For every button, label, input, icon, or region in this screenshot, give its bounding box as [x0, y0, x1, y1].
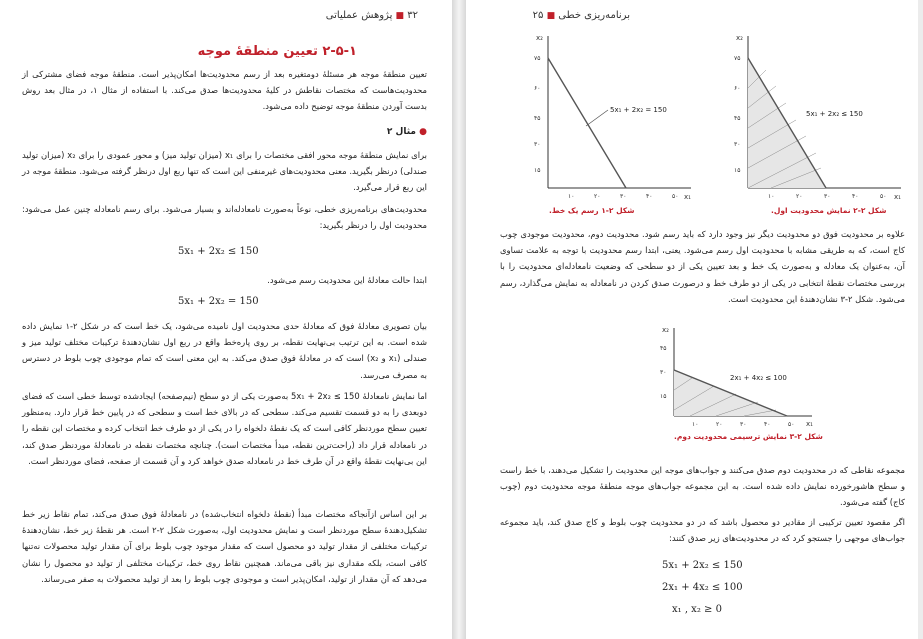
example-bullet-icon: ●: [419, 127, 427, 137]
y-axis-label: x₂: [662, 326, 669, 334]
x-axis-label: x₁: [806, 420, 813, 428]
y-tick-label: ۱۵: [534, 167, 541, 174]
x-tick-label: ۵۰: [880, 193, 887, 200]
paragraph-equation-intro: ابتدا حالت معادلهٔ این محدودیت رسم می‌شود.: [267, 275, 427, 285]
section-title: ۲-۵-۱ تعیین منطقهٔ موجه: [197, 44, 357, 59]
left-page: [0, 0, 452, 639]
constraint-equation: 2x₁ + 4x₂ ≤ 100: [730, 374, 787, 382]
paragraph-line: بیان تصویری معادلهٔ فوق که معادلهٔ حدی محدودیت اول نامیده می‌شود، یک خط است که در شکل ۲-۱ نمایش داده شده است. به این ترتیب بی‌نهایت نقطه، بر روی پاره‌خط واقع در ربع اول نشان‌دهندهٔ ترکیبات مختلف تولید میز و صندلی (x₁ و x₂) است که در معادلهٔ فوق صدق می‌کند. به این معنی است که تمام موجودی چوب بلوط در دسترس به مصرف می‌رسد.: [22, 321, 427, 380]
paragraph-halfplane: اما نمایش نامعادلهٔ 5x₁ + 2x₂ ≤ 150 به‌صورت یکی از دو سطح (نیم‌صفحه) ایجادشده توسط خطی است که فضای دوبعدی را به دو قسمت تقسیم می‌کند. سطحی که در بالای خط است و سطحی که در پایین خط قرار دارد. به‌منظور تعیین سطح موردنظر کافی است که یک نقطهٔ دلخواه را در یکی از دو طرف خط انتخاب کرده و مختصات این نقطه را در نامعادله قرار داد (راحت‌ترین نقطه، مبدأ مختصات است). چنانچه مختصات نقطه در نامعادلهٔ موردنظر صدق کند، این بی‌نهایت نقطهٔ واقع در آن طرف خط در نامعادله صدق خواهد کرد و آن قسمت از صفحه، فضای موردنظر است.: [22, 391, 428, 466]
intro-paragraph: تعیین منطقهٔ موجه هر مسئلهٔ دومتغیره بعد از رسم محدودیت‌ها امکان‌پذیر است. منطقهٔ موجه فضای مشترکی از محدودیت‌هاست که مختصات نقاطش در کلیهٔ محدودیت‌ها صدق می‌کند. با استفاده از مثال ۱، در مثال بعد روش بدست آوردن منطقهٔ موجه توضیح داده می‌شود.: [22, 69, 428, 112]
y-tick-label: ۳۰: [534, 141, 541, 148]
example-label: مثال ۲: [386, 127, 416, 137]
x-tick-label: ۴۰: [764, 421, 771, 428]
book-gutter: [452, 0, 466, 639]
paragraph-inequality: محدودیت‌های برنامه‌ریزی خطی، نوعاً به‌صورت نامعادله‌اند و بسیار می‌شود. برای رسم نامعادله چنین عمل می‌شود: محدودیت اول را درنظر بگیرید:: [22, 204, 427, 231]
label-leader: [586, 110, 608, 126]
system-equation-2: 2x₁ + 4x₂ ≤ 100: [662, 582, 743, 593]
x-tick-label: ۱۰: [768, 193, 775, 200]
x-axis-label: x₁: [894, 193, 901, 201]
x-tick-label: ۲۰: [716, 421, 723, 428]
y-tick-label: ۴۵: [534, 115, 541, 122]
x-tick-label: ۲۰: [594, 193, 601, 200]
paragraph-second-constraint: علاوه بر محدودیت فوق دو محدودیت دیگر نیز وجود دارد که باید رسم شود. محدودیت دوم، محدودیت موجودی چوب کاج است، که به طریقی مشابه با محدودیت اول رسم می‌شود. یعنی، ابتدا رسم محدودیت با توجه به علامت تساوی آن، به‌عنوان یک معادله و به‌صورت یک خط و بعد تعیین یکی از دو سطحی که وضعیت نامعادله‌ای محدودیت را با بررسی مختصات نقطهٔ انتخابی در یکی از دو طرف خط و درصورت صدق کردن در نامعادله به نمایش می‌گذارد، رسم می‌شود. شکل ۲-۳ نشان‌دهندهٔ این محدودیت است.: [500, 229, 905, 304]
system-equation-1: 5x₁ + 2x₂ ≤ 150: [662, 560, 743, 571]
x-tick-label: ۲۰: [796, 193, 803, 200]
equation-2: 5x₁ + 2x₂ = 150: [178, 296, 259, 307]
figure-caption: شکل ۲-۱ رسم یک خط.: [549, 206, 635, 215]
left-page-header: [326, 10, 418, 21]
paragraph-feasible-set: مجموعه نقاطی که در محدودیت دوم صدق می‌کنند و جواب‌های موجه این محدودیت را تشکیل می‌دهند، با خط راست و سطح هاشورخورده نمایش داده شده است. به این مجموعه جواب‌های موجه منطقهٔ موجه محدودیت دوم (چوب کاج) گفته می‌شود.: [500, 465, 905, 508]
y-tick-label: ۱۵: [734, 167, 741, 174]
figure-2-1: [526, 28, 696, 210]
page-number: ۲۵: [532, 10, 544, 21]
x-axis-label: x₁: [684, 193, 691, 201]
header-title: پژوهش عملیاتی: [325, 10, 393, 21]
header-title: برنامه‌ریزی خطی: [558, 10, 630, 21]
constraint-line: [548, 58, 626, 188]
y-axis-label: x₂: [536, 34, 543, 42]
y-tick-label: ۷۵: [534, 55, 541, 62]
paragraph-feasible: بر این اساس ازآنجاکه مختصات مبدأ (نقطهٔ دلخواه انتخاب‌شده) در نامعادلهٔ فوق صدق می‌کند، تمام نقاط زیر خط تشکیل‌دهندهٔ سطح موردنظر است و نمایش محدودیت اول، به‌صورت شکل ۲-۲ است. هر نقطهٔ زیر خط، نشان‌دهندهٔ ترکیبات مختلفی از مقدار تولید دو محصول است که مقدار موجود چوب بلوط برای آن مقدار تولید محصولات نه‌تنها کافی است، بلکه مقداری نیز باقی می‌ماند. همچنین نقاط روی خط، ترکیبات مختلفی از تولید دو محصول را نشان می‌دهد که آن مقدار از تولید، امکان‌پذیر است و موجودی چوب بلوط را بعد از تولید محصولات به صفر می‌رساند.: [22, 509, 427, 584]
y-tick-label: ۳۰: [734, 141, 741, 148]
figure-2-3: [652, 320, 822, 430]
right-page: [466, 0, 918, 639]
system-equation-3: x₁ , x₂ ≥ 0: [672, 604, 722, 615]
y-axis-label: x₂: [736, 34, 743, 42]
y-tick-label: ۷۵: [734, 55, 741, 62]
y-tick-label: ۶۰: [534, 85, 541, 92]
figure-caption: شکل ۲-۳ نمایش ترسیمی محدودیت دوم.: [674, 432, 823, 441]
header-bullet-icon: ■: [395, 11, 405, 21]
x-tick-label: ۳۰: [620, 193, 627, 200]
figure-2-2: [726, 28, 906, 210]
right-page-header: [510, 10, 630, 21]
x-tick-label: ۵۰: [672, 193, 679, 200]
x-tick-label: ۳۰: [740, 421, 747, 428]
y-tick-label: ۱۵: [660, 393, 667, 400]
y-tick-label: ۴۵: [660, 345, 667, 352]
figure-caption: شکل ۲-۲ نمایش محدودیت اول.: [771, 206, 887, 215]
y-tick-label: ۶۰: [734, 85, 741, 92]
x-tick-label: ۴۰: [646, 193, 653, 200]
x-tick-label: ۳۰: [824, 193, 831, 200]
x-tick-label: ۵۰: [788, 421, 795, 428]
header-bullet-icon: ■: [546, 11, 556, 21]
x-tick-label: ۱۰: [692, 421, 699, 428]
y-tick-label: ۳۰: [660, 369, 667, 376]
y-tick-label: ۴۵: [734, 115, 741, 122]
paragraph-combined: اگر مقصود تعیین ترکیبی از مقادیر دو محصول باشد که در دو محدودیت چوب بلوط و کاج صدق کند، باید مجموعه جواب‌های موجهی را جستجو کرد که در محدودیت‌های زیر صدق کنند:: [500, 517, 905, 544]
x-tick-label: ۴۰: [852, 193, 859, 200]
page-number: ۳۲: [407, 10, 418, 21]
example-heading: [387, 127, 427, 137]
constraint-equation: 5x₁ + 2x₂ ≤ 150: [806, 110, 863, 118]
paragraph-axes: برای نمایش منطقهٔ موجه محور افقی مختصات را برای x₁ (میزان تولید میز) و محور عمودی را برای x₂ (میزان تولید صندلی) درنظر بگیرید. معنی محدودیت‌های غیرمنفی این است که تنها ربع اول درنظر گرفته می‌شود. منطقهٔ موجه در این ربع قرار می‌گیرد.: [22, 150, 427, 193]
constraint-equation: 5x₁ + 2x₂ = 150: [610, 106, 667, 114]
equation-1: 5x₁ + 2x₂ ≤ 150: [178, 246, 259, 257]
x-tick-label: ۱۰: [568, 193, 575, 200]
